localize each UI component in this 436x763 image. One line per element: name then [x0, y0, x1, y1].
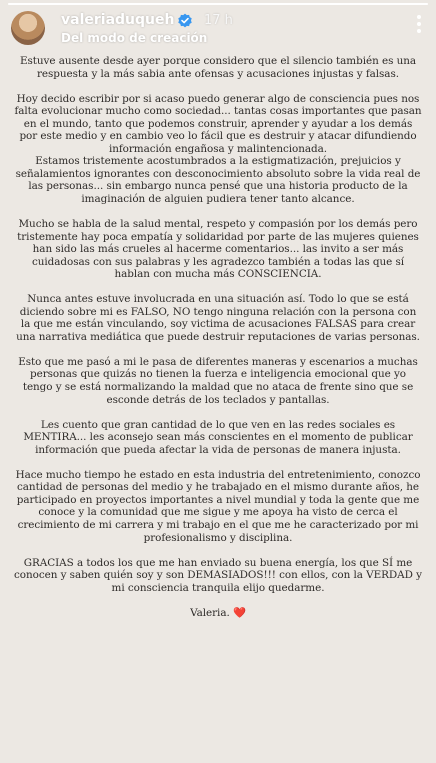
paragraph-5: Nunca antes estuve involucrada en una situación así. Todo lo que se está diciendo sobre mi es FALSO, NO tengo ninguna relación con la persona con la que me están vinculando, soy victima de acusaciones FALSAS para crear una narrativa mediática que puede destruir reputaciones de varias personas. [16, 293, 420, 343]
paragraph-7: Les cuento que gran cantidad de lo que ven en las redes sociales es MENTIRA... les aconsejo sean más conscientes en el momento de publicar información que pueda afectar la vida de personas de manera injusta. [23, 418, 413, 456]
paragraph-2: Hoy decido escribir por si acaso puedo generar algo de consciencia pues nos falta evolucionar mucho como sociedad... tantas cosas importantes que pasan en el mundo, tanto que podemos construir, aprender y ayudar a los demás por este medio y en cambio veo lo fácil que es destruir y atacar difundiendo información engañosa y malintencionada. [14, 92, 422, 155]
signature [14, 607, 422, 620]
paragraph-6: Esto que me pasó a mi le pasa de diferentes maneras y escenarios a muchas personas que quizás no tienen la fuerza e inteligencia emocional que yo tengo y se está normalizando la maldad que no ataca de frente sino que se esconde detrás de los teclados y pantallas. [18, 355, 418, 406]
verified-badge-icon [177, 13, 193, 29]
paragraph-8: Hace mucho tiempo he estado en esta industria del entretenimiento, conozco cantidad de personas del medio y he trabajado en el mismo durante años, he participado en proyectos importantes a nivel mundial y toda la gente que me conoce y la comunidad que me sigue y me apoya ha visto de cerca el crecimiento de mi carrera y mi trabajo en el que me he caracterizado por mi profesionalismo y disciplina. [15, 468, 421, 544]
paragraph-1: Estuve ausente desde ayer porque considero que el silencio también es una respuesta y la más sabia ante ofensas y acusaciones injustas y falsas. [19, 55, 417, 80]
username[interactable]: valeriaduqueh [61, 12, 175, 28]
paragraph-9: GRACIAS a todos los que me han enviado su buena energía, los que SÍ me conocen y saben quién soy y son DEMASIADOS!!! con ellos, con la VERDAD y mi consciencia tranquila elijo quedarme. [14, 556, 422, 594]
signature-text: Valeria. [190, 606, 230, 619]
heart-icon: ❤️ [232, 606, 246, 619]
story-text-block [14, 55, 422, 632]
story-timestamp: 17 h [204, 13, 233, 28]
creation-mode-label: Del modo de creación [61, 31, 208, 45]
story-header [0, 5, 436, 49]
avatar[interactable] [11, 11, 45, 45]
paragraph-3: Estamos tristemente acostumbrados a la estigmatización, prejuicios y señalamientos ignorantes con desconocimiento absoluto sobre la vida real de las personas... sin embargo nunca pensé que una historia producto de la imaginación de alguien pudiera tener tanto alcance. [15, 155, 421, 205]
more-options-icon[interactable] [416, 15, 422, 37]
paragraph-4: Mucho se habla de la salud mental, respeto y compasión por los demás pero tristemente hay poca empatía y solidaridad por parte de las mujeres quienes han sido las más crueles al hacerme comentarios... las invito a ser más cuidadosas con sus palabras y les agradezco también a todas las que sí hablan con mucha más CONSCIENCIA. [17, 218, 419, 281]
